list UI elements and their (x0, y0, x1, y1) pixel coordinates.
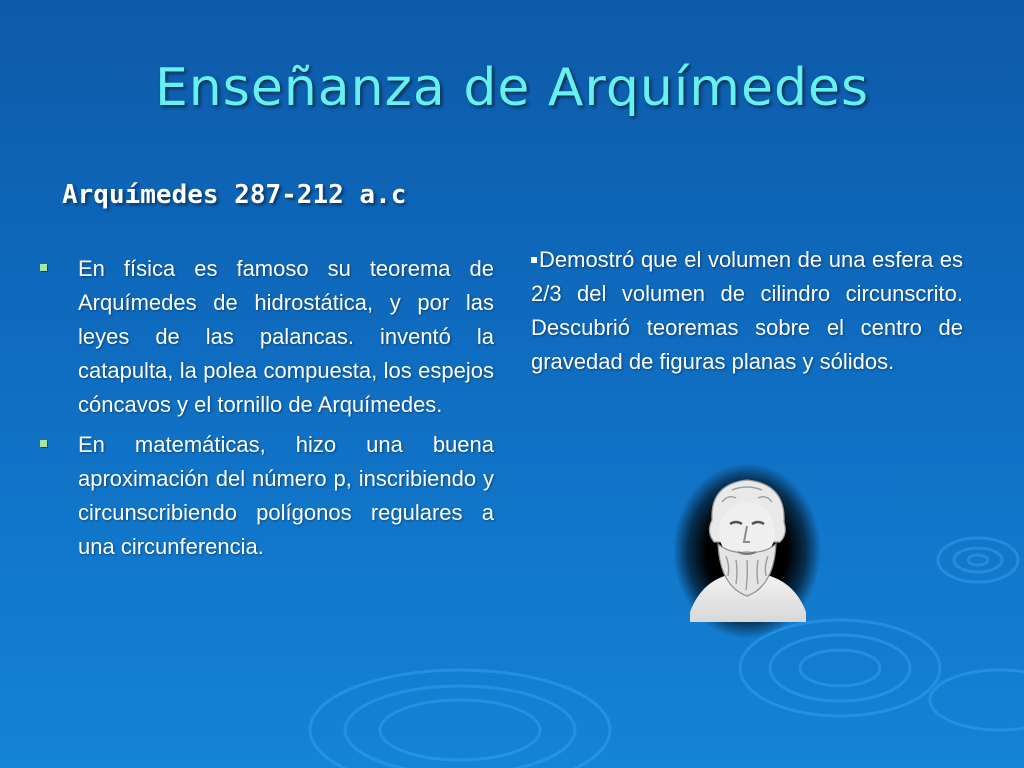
square-bullet-icon (531, 257, 537, 263)
page-title: Enseñanza de Arquímedes (154, 58, 870, 118)
bullet-text-math: En matemáticas, hizo una buena aproximación del número p, inscribiendo y circunscribiendo polígonos regulares a una circunferencia. (78, 432, 494, 559)
subtitle: Arquímedes 287-212 a.c (62, 180, 407, 210)
list-item (38, 428, 494, 564)
square-bullet-icon (40, 264, 47, 271)
archimedes-bust-icon (672, 462, 822, 640)
bullet-text-physics: En física es famoso su teorema de Arquímedes de hidrostática, y por las leyes de las palancas. inventó la catapulta, la polea compuesta, los espejos cóncavos y el tornillo de Arquímedes. (78, 256, 494, 417)
square-bullet-icon (40, 440, 47, 447)
right-text-block (531, 243, 963, 379)
list-item (38, 252, 494, 422)
left-bullet-list (38, 252, 494, 570)
right-paragraph-text: Demostró que el volumen de una esfera es 2/3 del volumen de cilindro circunscrito. Descubrió teoremas sobre el centro de gravedad de figuras planas y sólidos. (531, 247, 963, 374)
right-paragraph (531, 243, 963, 379)
